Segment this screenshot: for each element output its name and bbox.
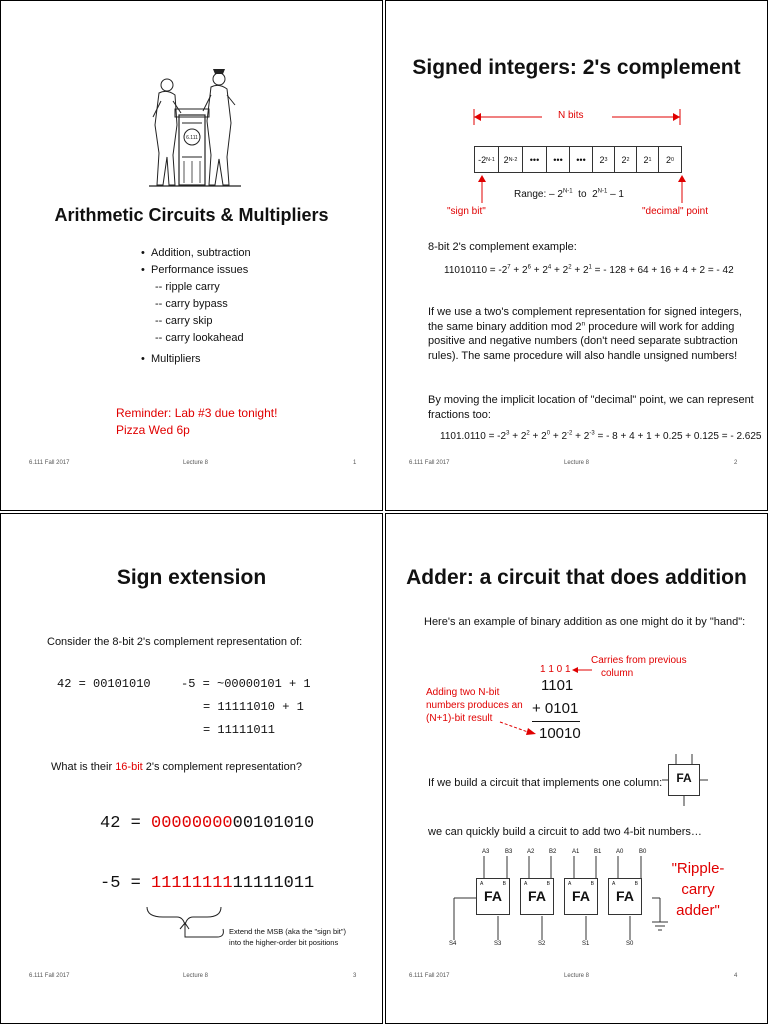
full-adder-pins (662, 754, 708, 806)
para-line: If we use a two's complement representation for signed integers, (428, 306, 742, 318)
sum-label: S4 (449, 941, 457, 947)
brace-arrow (143, 899, 233, 949)
carries-pointer (570, 664, 594, 678)
bullet-label: Performance issues (151, 264, 249, 276)
sub-item: -- carry lookahead (155, 332, 244, 344)
sub-item: -- carry bypass (155, 298, 228, 310)
bit-cell: 2 2 (614, 146, 637, 173)
slide-title: Signed integers: 2's complement (412, 56, 741, 79)
bit-cell: 2 3 (592, 146, 615, 173)
logo-text: 6.111 (186, 135, 198, 141)
question-text: What is their 16-bit 2's complement representation? (51, 761, 302, 773)
value-42: 42 = 00101010 (57, 677, 151, 691)
carries-note: Carries from previous column (591, 655, 687, 679)
para-line: fractions too: (428, 408, 491, 421)
para-line: rules). The same procedure will also handle unsigned numbers! (428, 349, 738, 362)
bit-cell: 2 1 (636, 146, 659, 173)
bit-cell: ••• (569, 146, 593, 173)
bit-cell: 2 0 (658, 146, 682, 173)
sign-bit-label: "sign bit" (447, 206, 486, 217)
bit-cell: ••• (546, 146, 570, 173)
fraction-line: $1101.0110 = -2^3 + 2^2 + 2^0 + 2^{-2} + 2^{-3}$ = - 8 + 4 + 1 + 0.25 + 0.125 = - 2.625 (440, 430, 762, 442)
one-column-text: If we build a circuit that implements one column: (428, 777, 663, 789)
bit-cell: 2 N-2 (498, 146, 523, 173)
sum-label: S1 (582, 941, 590, 947)
extended-minus5: -5 = 1111111111111011 (100, 874, 315, 893)
decimal-point-label: "decimal" point (642, 206, 709, 217)
adding-pointer (498, 718, 540, 738)
extend-note: Extend the MSB (aka the "sign bit") into the higher-order bit positions (229, 927, 347, 947)
range-text: Range: – $2^{N-1}$ to $2^{N-1} - 1$ (514, 188, 624, 200)
sub-item: -- carry skip (155, 315, 213, 327)
input-label: B1 (594, 849, 602, 855)
extended-42: 42 = 0000000000101010 (100, 814, 315, 833)
full-adder-0: A B FA (608, 878, 642, 915)
footer-page: 4 (734, 973, 738, 979)
carry-bits: 1 1 0 1 (540, 664, 571, 675)
full-adder-2: A B FA (520, 878, 554, 915)
bullet-item: • Multipliers (151, 351, 251, 368)
para-line: By moving the implicit location of "decimal" point, we can represent (428, 394, 754, 406)
input-label: B3 (505, 849, 513, 855)
input-label: A1 (572, 849, 580, 855)
bullet-item: • Addition, subtraction (151, 245, 251, 262)
reminder-line: Pizza Wed 6p (116, 423, 190, 437)
slide-title: Sign extension (116, 566, 267, 589)
value-minus5-result: = 11111011 (203, 723, 276, 737)
consider-text: Consider the 8-bit 2's complement representation of: (47, 636, 303, 648)
quickly-text: we can quickly build a circuit to add two 4-bit numbers… (428, 826, 702, 838)
slide-title: Adder: a circuit that does addition (406, 566, 747, 589)
paragraph-adding (428, 305, 742, 363)
sum-label: S2 (538, 941, 546, 947)
bullet-item (151, 262, 251, 347)
footer-course: 6.111 Fall 2017 (409, 973, 450, 979)
reminder-line: Reminder: Lab #3 due tonight! (116, 406, 278, 420)
value-minus5-step: = 11111010 + 1 (203, 700, 304, 714)
addend-2: + 0101 (532, 700, 579, 717)
slide-title: Arithmetic Circuits & Multipliers (54, 205, 329, 225)
sum-label: S0 (626, 941, 634, 947)
topic-list (137, 245, 251, 368)
slide-2 (385, 0, 768, 511)
nbits-label: N bits (558, 110, 584, 121)
footer-course: 6.111 Fall 2017 (409, 460, 450, 466)
input-label: A2 (527, 849, 535, 855)
ripple-carry-label: "Ripple- carry adder" (671, 860, 725, 919)
input-label: B2 (549, 849, 557, 855)
footer-lecture: Lecture 8 (564, 460, 590, 466)
footer-page: 2 (734, 460, 738, 466)
engraving-logo-icon (149, 65, 241, 190)
intro-text: Here's an example of binary addition as one might do it by "hand": (424, 616, 746, 628)
example-line: $11010110 = -2^7 + 2^6 + 2^4 + 2^2 + 2^1$ = - 128 + 64 + 16 + 4 + 2 = - 42 (444, 264, 734, 276)
input-label: A0 (616, 849, 624, 855)
footer-lecture: Lecture 8 (564, 973, 590, 979)
footer-page: 1 (353, 460, 357, 466)
bit-cell: ••• (522, 146, 547, 173)
adding-note: Adding two N-bit numbers produces an (N+1)-bit result (426, 687, 523, 724)
addend-1: 1101 (541, 677, 574, 694)
bit-cell: -2 N-1 (474, 146, 499, 173)
footer-lecture: Lecture 8 (183, 460, 209, 466)
para-line: positive and negative numbers (don't need separate subtraction (428, 335, 738, 347)
full-adder-1: A B FA (564, 878, 598, 915)
slide-4 (385, 513, 768, 1024)
slide-1 (0, 0, 383, 511)
sum-label: S3 (494, 941, 502, 947)
example-heading: 8-bit 2's complement example: (428, 241, 577, 253)
footer-lecture: Lecture 8 (183, 973, 209, 979)
paragraph-fractions (428, 393, 754, 422)
footer-course: 6.111 Fall 2017 (29, 460, 70, 466)
slide-3 (0, 513, 383, 1024)
footer-page: 3 (353, 973, 357, 979)
para-line: the same binary addition mod 2$^n$ procedure will work for adding (428, 319, 735, 333)
input-label: B0 (639, 849, 647, 855)
value-minus5: -5 = ~00000101 + 1 (181, 677, 311, 691)
full-adder-3: A B FA (476, 878, 510, 915)
footer-course: 6.111 Fall 2017 (29, 973, 70, 979)
input-label: A3 (482, 849, 490, 855)
sum-result: 10010 (539, 725, 581, 742)
full-adder-block: FA (668, 764, 700, 796)
sub-item: -- ripple carry (155, 281, 220, 293)
